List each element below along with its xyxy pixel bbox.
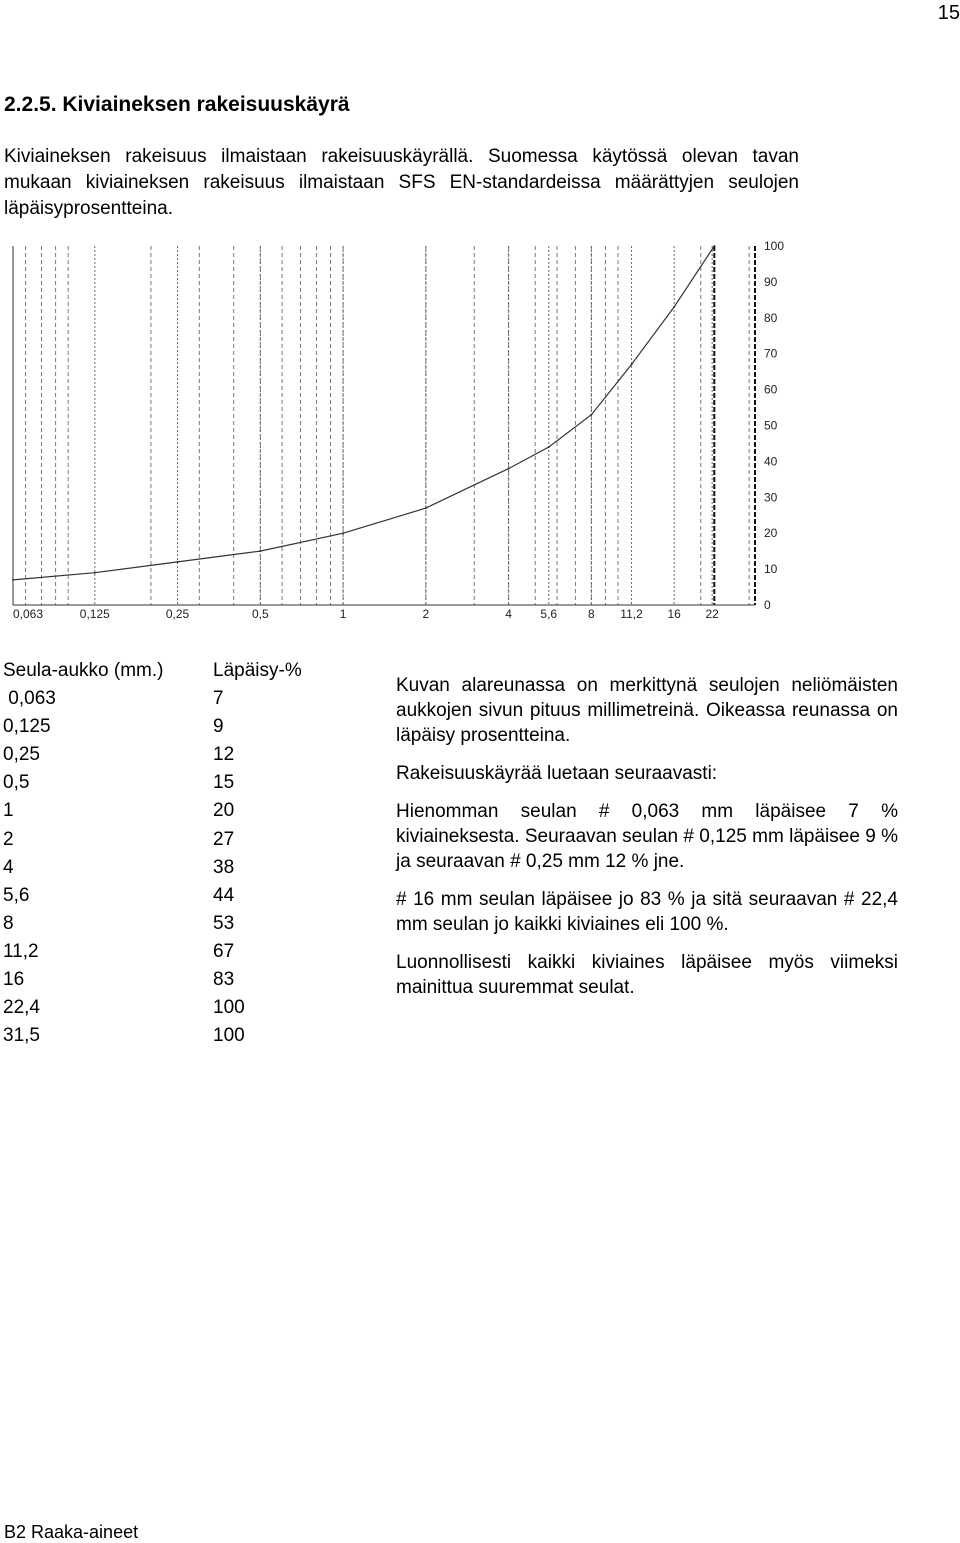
- table-cell-passing-percent: 12: [213, 744, 235, 766]
- table-cell-sieve-size: 16: [3, 969, 25, 991]
- table-row: [3, 713, 343, 741]
- table-row: [3, 797, 343, 825]
- explanation-text: [396, 673, 898, 1013]
- x-tick-label: 2: [422, 607, 430, 621]
- table-cell-sieve-size: 22,4: [3, 997, 40, 1019]
- data-point: [12, 579, 14, 581]
- table-cell-passing-percent: 20: [213, 800, 235, 822]
- sieve-table: [3, 657, 343, 1050]
- table-row: [3, 910, 343, 938]
- table-row: [3, 826, 343, 854]
- data-point: [548, 446, 550, 448]
- table-cell-sieve-size: 4: [3, 856, 14, 878]
- table-cell-sieve-size: 2: [3, 828, 14, 850]
- y-tick-label: 40: [764, 454, 778, 469]
- x-tick-label: 0,25: [165, 607, 190, 621]
- grading-curve-svg: [0, 238, 800, 628]
- table-cell-sieve-size: 0,25: [3, 744, 40, 766]
- series-line: [13, 246, 714, 580]
- y-tick-label: 90: [764, 274, 778, 289]
- data-point: [342, 532, 344, 534]
- page-number-text: 15: [937, 2, 960, 24]
- table-cell-passing-percent: 100: [213, 997, 245, 1019]
- table-cell-sieve-size: 5,6: [3, 884, 30, 906]
- x-tick-label: 0,063: [13, 607, 44, 621]
- y-tick-label: 70: [764, 346, 778, 361]
- table-cell-sieve-size: 31,5: [3, 1025, 40, 1047]
- table-header-sieve: Seula-aukko (mm.): [3, 660, 164, 681]
- page-number: [0, 0, 960, 30]
- table-cell-sieve-size: 0,063: [3, 688, 56, 710]
- table-cell-passing-percent: 7: [213, 688, 224, 710]
- y-tick-label: 100: [764, 239, 785, 253]
- table-row: [3, 741, 343, 769]
- table-cell-passing-percent: 53: [213, 912, 235, 934]
- data-point: [94, 572, 96, 574]
- y-tick-label: 50: [764, 418, 778, 433]
- y-tick-label: 20: [764, 526, 778, 541]
- table-cell-sieve-size: 0,125: [3, 716, 51, 738]
- x-tick-label: 1: [339, 607, 347, 621]
- y-tick-label: 0: [764, 598, 771, 612]
- table-cell-sieve-size: 8: [3, 912, 14, 934]
- explanation-paragraph-5: Luonnollisesti kaikki kiviaines läpäisee myös viimeksi mainittua suuremmat seulat.: [396, 952, 898, 998]
- footer: B2 Raaka-aineet: [4, 1522, 139, 1542]
- table-row: [3, 938, 343, 966]
- table-cell-passing-percent: 27: [213, 828, 235, 850]
- y-tick-label: 30: [764, 490, 778, 505]
- data-point: [425, 507, 427, 509]
- section-heading: 2.2.5. Kiviaineksen rakeisuuskäyrä: [4, 93, 350, 116]
- x-tick-label: 16: [667, 607, 681, 621]
- explanation-paragraph-1: Kuvan alareunassa on merkittynä seulojen neliömäisten aukkojen sivun pituus millimetreinä. Oikeassa reunassa on läpäisy prosentteina.: [396, 675, 898, 746]
- y-tick-label: 80: [764, 310, 778, 325]
- explanation-paragraph-4: # 16 mm seulan läpäisee jo 83 % ja sitä seuraavan # 22,4 mm seulan jo kaikki kiviaines eli 100 %.: [396, 889, 898, 935]
- table-cell-passing-percent: 100: [213, 1025, 245, 1047]
- data-point: [673, 306, 675, 308]
- table-cell-passing-percent: 38: [213, 856, 235, 878]
- table-cell-sieve-size: 1: [3, 800, 14, 822]
- x-tick-label: 5,6: [540, 607, 558, 621]
- table-cell-passing-percent: 83: [213, 969, 235, 991]
- y-tick-label: 10: [764, 562, 778, 577]
- x-tick-label: 4: [505, 607, 512, 621]
- x-tick-label: 22: [705, 607, 719, 621]
- table-header-passing: Läpäisy-%: [213, 660, 302, 681]
- table-header-row: [3, 657, 343, 685]
- explanation-paragraph-2: Rakeisuuskäyrää luetaan seuraavasti:: [396, 763, 718, 784]
- table-row: [3, 854, 343, 882]
- table-cell-passing-percent: 67: [213, 940, 235, 962]
- explanation-paragraph-3: Hienomman seulan # 0,063 mm läpäisee 7 % kiviaineksesta. Seuraavan seulan # 0,125 mm läpäisee 9 % ja seuraavan # 0,25 mm 12 % jne.: [396, 801, 898, 872]
- table-row: [3, 882, 343, 910]
- data-point: [713, 245, 715, 247]
- table-row: [3, 769, 343, 797]
- table-row: [3, 1022, 343, 1050]
- y-tick-label: 60: [764, 382, 778, 397]
- data-point: [631, 363, 633, 365]
- table-row: [3, 966, 343, 994]
- table-cell-passing-percent: 15: [213, 772, 235, 794]
- data-point: [177, 561, 179, 563]
- table-cell-passing-percent: 9: [213, 716, 224, 738]
- data-point: [259, 550, 261, 552]
- grading-curve-chart: [0, 238, 800, 628]
- table-body: [3, 685, 343, 1050]
- table-cell-sieve-size: 11,2: [3, 940, 39, 962]
- data-point: [590, 414, 592, 416]
- data-point: [508, 468, 510, 470]
- x-tick-label: 0,5: [251, 607, 269, 621]
- x-tick-label: 0,125: [79, 607, 110, 621]
- table-cell-passing-percent: 44: [213, 884, 235, 906]
- x-tick-label: 11,2: [620, 607, 643, 621]
- table-cell-sieve-size: 0,5: [3, 772, 30, 794]
- table-row: [3, 994, 343, 1022]
- x-tick-label: 8: [588, 607, 595, 621]
- table-row: [3, 685, 343, 713]
- intro-paragraph: Kiviaineksen rakeisuus ilmaistaan rakeisuuskäyrällä. Suomessa käytössä olevan tavan mukaan kiviaineksen rakeisuus ilmaistaan SFS EN-standardeissa määrättyjen seulojen läpäisyprosentteina.: [4, 146, 799, 219]
